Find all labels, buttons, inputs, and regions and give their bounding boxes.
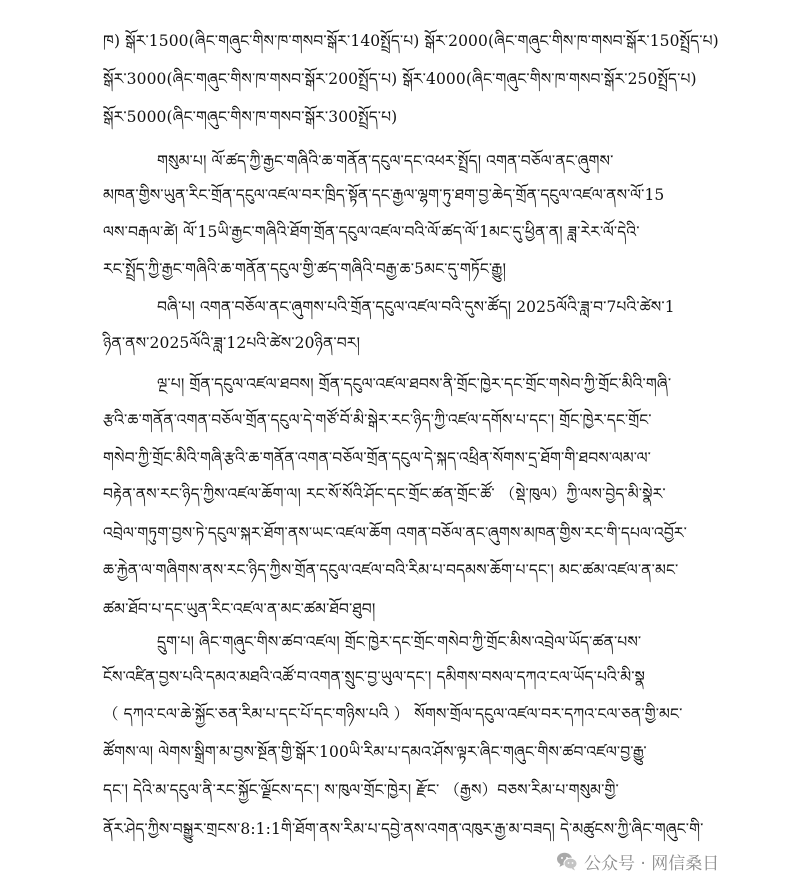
text-line: སྒོར་5000(ཞིང་གཞུང་གིས་ཁ་གསབ་སྒོར་300སྤྲོད་པ) bbox=[103, 108, 398, 126]
text-line: ངོས་འཛིན་བྱས་པའི་དམའ་མཐའི་འཚོ་བ་འགན་སྲུང་བྱ་ཡུལ་དང་། དམིགས་བསལ་དཀའ་ངལ་ཡོད་པའི་མི་སྣ bbox=[103, 668, 646, 686]
text-line: ལས་བརྒལ་ཚེ། ལོ་15ཡི་རྒྱང་གཞིའི་ཐོག་གྲོན་དངུལ་འཛལ་བའི་ལོ་ཚད་ལོ་1མང་དུ་ཕྱིན་ན། ཟླ་རེར་ལོ་དེའི་ bbox=[103, 223, 640, 241]
text-line: རང་སྤྲོད་ཀྱི་རྒྱང་གཞིའི་ཆ་གནོན་དངུལ་གྱི་ཚད་གཞིའི་བརྒྱ་ཆ་5མང་དུ་གཏོང་རྒྱུ། bbox=[103, 260, 506, 278]
text-line: སྒོར་3000(ཞིང་གཞུང་གིས་ཁ་གསབ་སྒོར་200སྤྲོད་པ) སྒོར་4000(ཞིང་གཞུང་གིས་ཁ་གསབ་སྒོར་250སྤྲོད་པ) bbox=[103, 70, 697, 88]
text-line: ཚོགས་ལ། ལེགས་སྒྲིག་མ་བྱས་སྔོན་གྱི་སྒོར་100ཡི་རིམ་པ་དམའ་ཤོས་ལྟར་ཞིང་གཞུང་གིས་ཚབ་འཛལ་བྱ་རྒྱུ་ bbox=[103, 743, 647, 761]
text-line: བཞི་པ། འགན་བཅོལ་ནང་ཞུགས་པའི་གྲོན་དངུལ་འཛལ་བའི་དུས་ཚོད། 2025ལོའི་ཟླ་བ་7པའི་ཚེས་1 bbox=[157, 298, 675, 316]
text-line: འབྲེལ་གཏུག་བྱས་ཏེ་དངུལ་སྐར་ཐོག་ནས་ཡང་འཛལ་ཆོག འགན་བཅོལ་ནང་ཞུགས་མཁན་གྱིས་རང་གི་དཔལ་འབྱོར་ bbox=[103, 524, 687, 542]
text-line: ཚམ་ཐོབ་པ་དང་ཡུན་རིང་འཛལ་ན་མང་ཚམ་ཐོབ་ཐུབ། bbox=[103, 600, 376, 618]
text-line: དང་། དེའི་མ་དངུལ་ནི་རང་སྐྱོང་ལྗོངས་དང་། ས་ཁུལ་གྲོང་ཁྱེར། རྫོང་ （རྒྱས）བཅས་རིམ་པ་གསུམ་གྱི་ bbox=[103, 781, 619, 799]
watermark bbox=[556, 848, 719, 874]
text-line: ལྔ་པ། གྲོན་དངུལ་འཛལ་ཐབས། གྲོན་དངུལ་འཛལ་ཐབས་ནི་གྲོང་ཁྱེར་དང་གྲོང་གསེབ་ཀྱི་གྲོང་མིའི་གཞི་ bbox=[157, 375, 672, 393]
text-line: དྲུག་པ། ཞིང་གཞུང་གིས་ཚབ་འཛལ། གྲོང་ཁྱེར་དང་གྲོང་གསེབ་ཀྱི་གྲོང་མིས་འབྲེལ་ཡོད་ཚན་པས་ bbox=[157, 633, 642, 651]
text-line: མཁན་གྱིས་ཡུན་རིང་གྲོན་དངུལ་འཛལ་བར་ཁྲིད་སྟོན་དང་རྒྱལ་ལྷག་ཏུ་ཐག་བྱ་ཆེད་གྲོན་དངུལ་འཛལ་ནས་ལོ་15 bbox=[103, 186, 665, 204]
text-line: ཉིན་ནས་2025ལོའི་ཟླ་12པའི་ཚེས་20ཉིན་བར། bbox=[103, 334, 361, 352]
text-line: རྩའི་ཆ་གནོན་འགན་བཅོལ་གྲོན་དངུལ་དེ་གཙོ་བོ་མི་སྒེར་རང་ཉིད་ཀྱི་འཛལ་དགོས་པ་དང་། གྲོང་ཁྱེར་དང་གྲོང་ bbox=[103, 411, 652, 429]
text-line: ཆ་རྐྱེན་ལ་གཞིགས་ནས་རང་ཉིད་ཀྱིས་གྲོན་དངུལ་འཛལ་བའི་རིམ་པ་བདམས་ཆོག་པ་དང་། མང་ཚམ་འཛལ་ན་མང་ bbox=[103, 561, 679, 579]
text-line: བརྟེན་ནས་རང་ཉིད་ཀྱིས་འཛལ་ཆོག་ལ། རང་སོ་སོའི་ཤོང་དང་གྲོང་ཚན་གྲོང་ཚོ་ （སྡེ་ཁུལ）ཀྱི་ལས་བྱེད་མི་སྣེར་ bbox=[103, 485, 666, 503]
wechat-icon bbox=[556, 850, 578, 872]
watermark-text: 公众号 · 网信桑日 bbox=[584, 853, 720, 874]
text-line: གསུམ་པ། ལོ་ཚད་ཀྱི་རྒྱང་གཞིའི་ཆ་གནོན་དངུལ་དང་འཕར་སྤྲོད། འགན་བཅོལ་ནང་ཞུགས་ bbox=[157, 152, 614, 170]
text-line: ཁ) སྒོར་1500(ཞིང་གཞུང་གིས་ཁ་གསབ་སྒོར་140སྤྲོད་པ) སྒོར་2000(ཞིང་གཞུང་གིས་ཁ་གསབ་སྒོར་150སྤྲོད་པ) bbox=[103, 32, 719, 50]
text-line: ནོར་ཤེད་ཀྱིས་བསྒྱུར་གྲངས་8:1:1གི་ཐོག་ནས་རིམ་པ་དབྱེ་ནས་འགན་འཁུར་རྒྱ་མ་བཟད། དེ་མཚུངས་ཀྱི་ཞིང་གཞུང་གི་ bbox=[103, 820, 704, 838]
text-line: གསེབ་ཀྱི་གྲོང་མིའི་གཞི་རྩའི་ཆ་གནོན་འགན་བཅོལ་གྲོན་དངུལ་དེ་སྐད་འཕྲིན་སོགས་དྲ་ཐོག་གི་ཐབས་ལམ་ལ་ bbox=[103, 449, 652, 467]
text-line: （ དཀའ་ངལ་ཆེ་སྐྱོང་ཅན་རིམ་པ་དང་པོ་དང་གཉིས་པའི ） སོགས་གྲོལ་དངུལ་འཛལ་བར་དཀའ་ངལ་ཅན་གྱི་མང་ bbox=[103, 705, 683, 723]
